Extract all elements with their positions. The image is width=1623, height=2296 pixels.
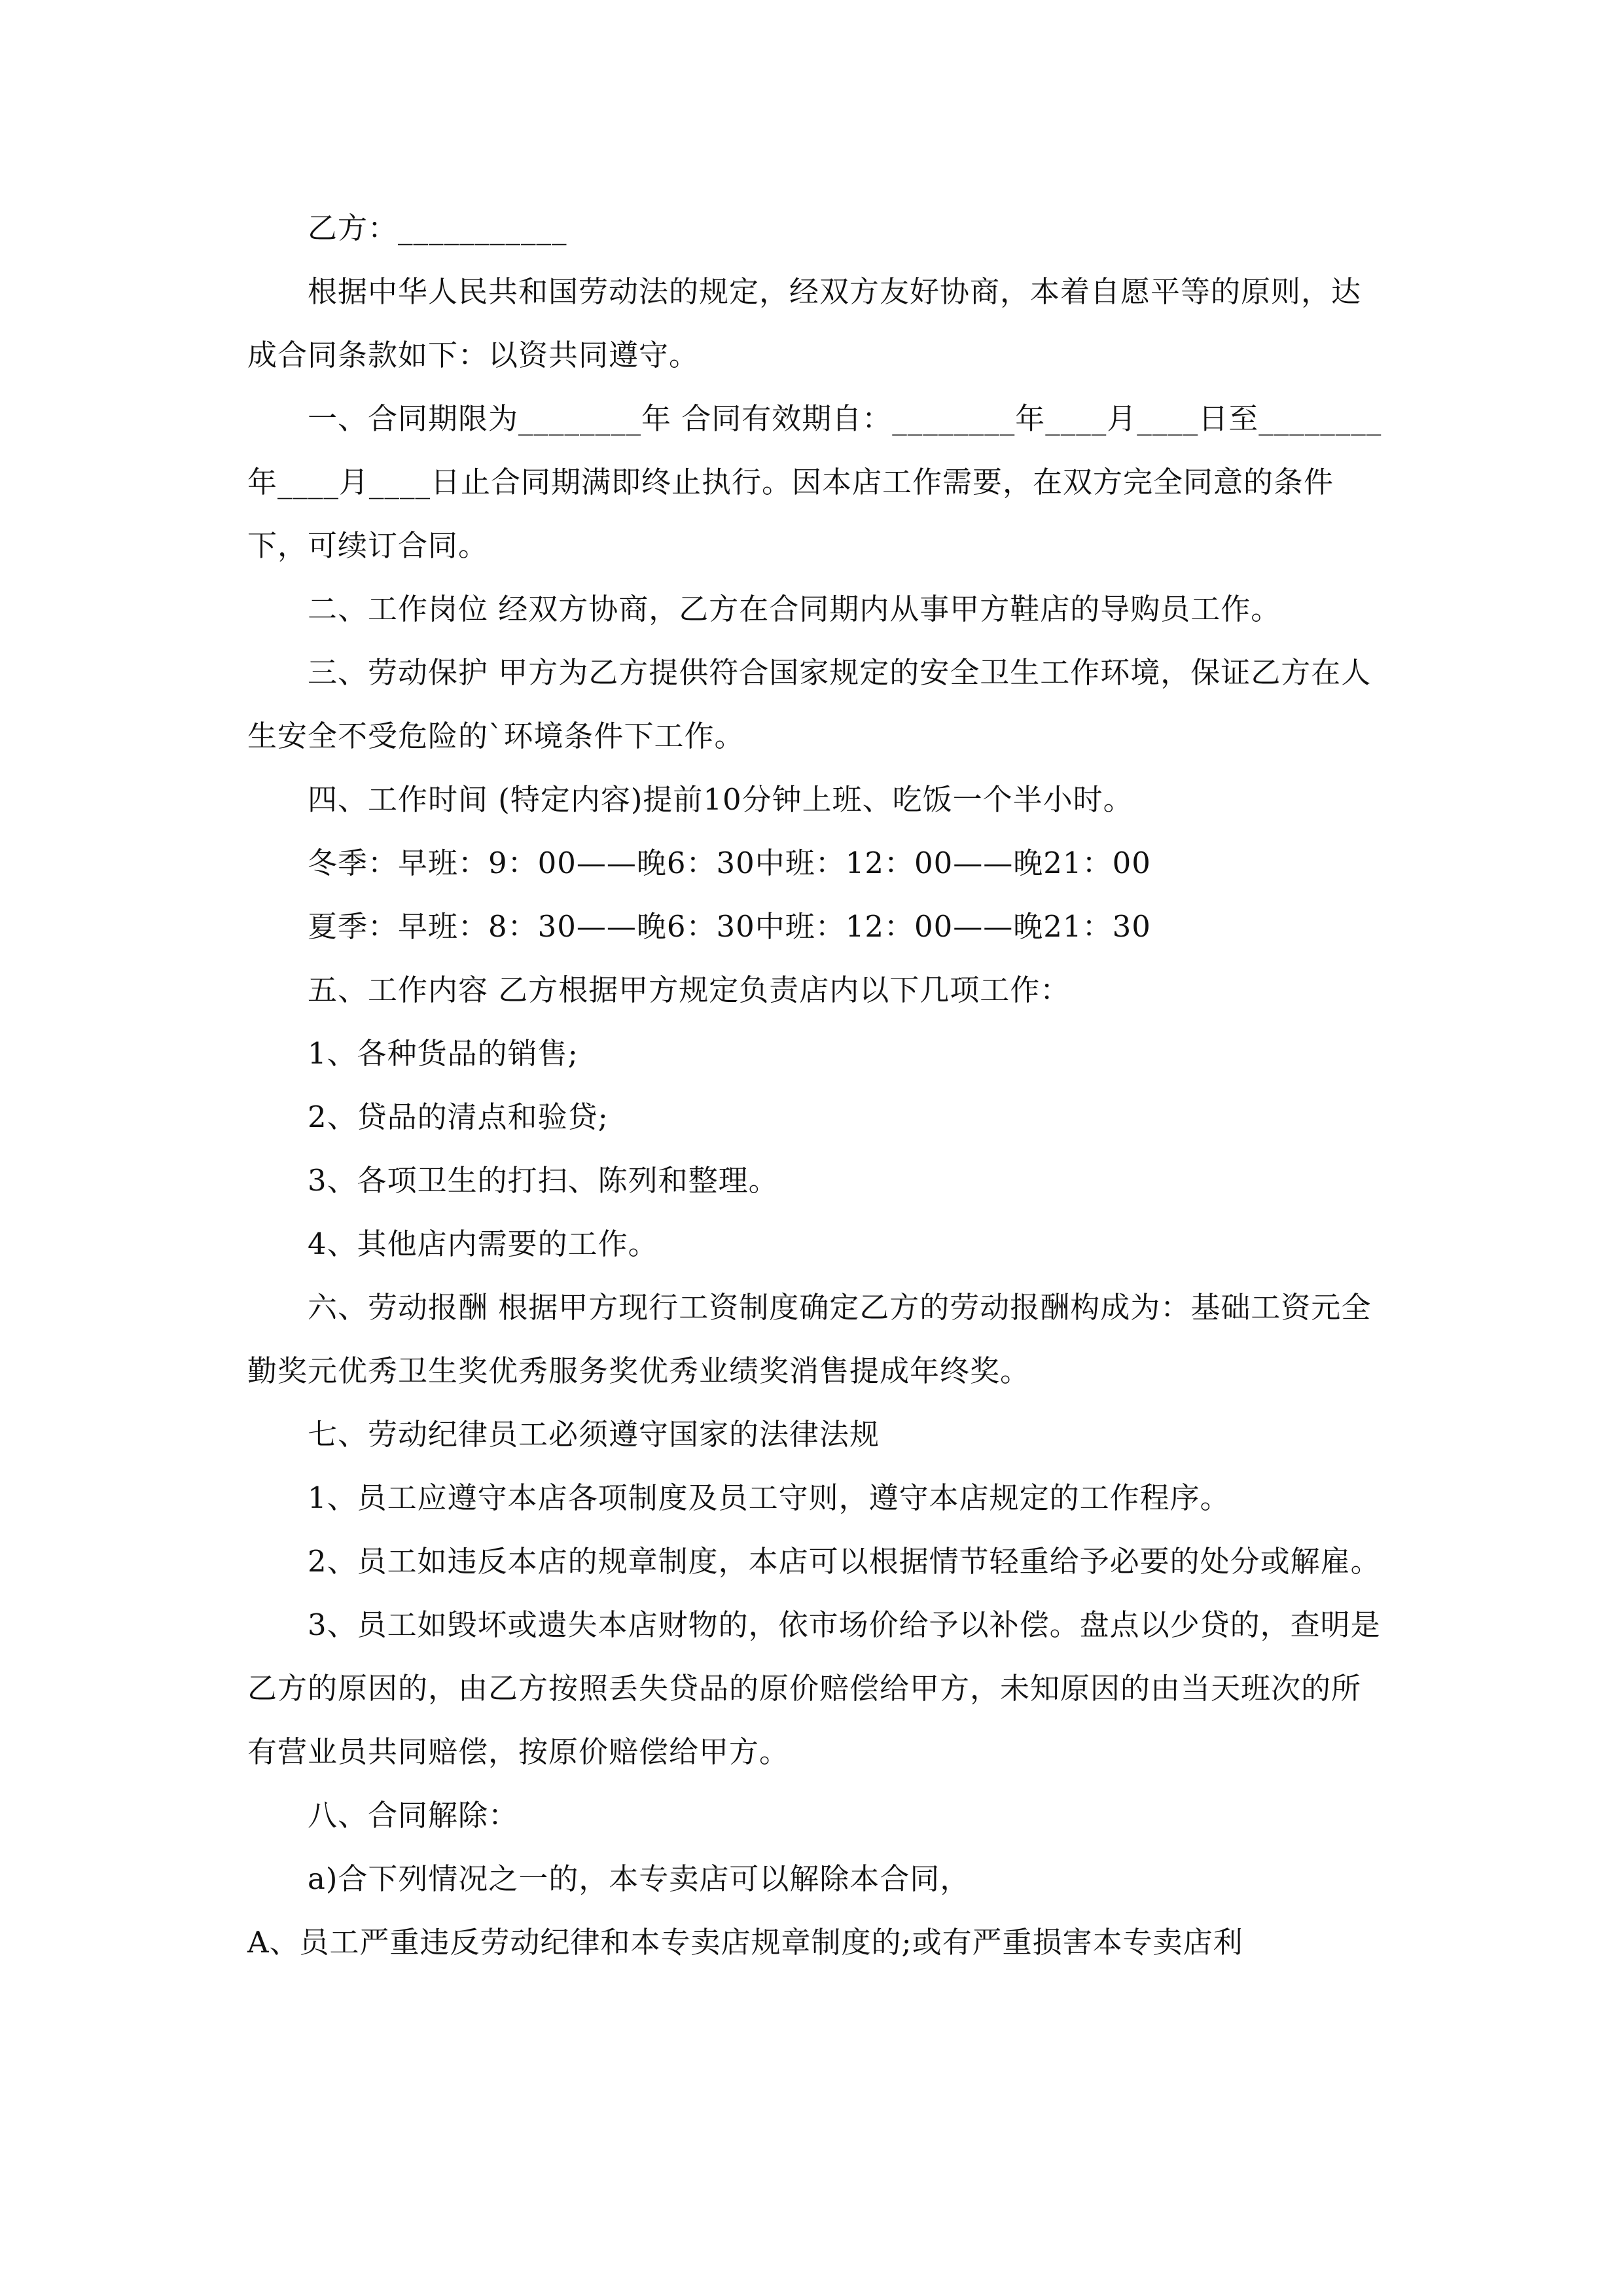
clause-7-discipline: 七、劳动纪律员工必须遵守国家的法律法规 (308, 1417, 880, 1452)
discipline-item-1: 1、员工应遵守本店各项制度及员工守则，遵守本店规定的工作程序。 (308, 1480, 1230, 1515)
party-b-line: 乙方：___________ (308, 211, 567, 245)
discipline-item-2: 2、员工如违反本店的规章制度，本店可以根据情节轻重给予必要的处分或解雇。 (308, 1544, 1381, 1579)
duty-item-2: 2、贷品的清点和验贷; (308, 1100, 609, 1134)
preamble-paragraph: 根据中华人民共和国劳动法的规定，经双方友好协商，本着自愿平等的原则，达成合同条款如下：以资共同遵守。 (247, 274, 1362, 372)
discipline-item-3: 3、员工如毁坏或遗失本店财物的，依市场价给予以补偿。盘点以少贷的，查明是乙方的原因的，由乙方按照丢失贷品的原价赔偿给甲方，未知原因的由当天班次的所有营业员共同赔偿，按原价赔偿给甲方。 (247, 1607, 1381, 1769)
clause-2-position: 二、工作岗位 经双方协商，乙方在合同期内从事甲方鞋店的导购员工作。 (308, 592, 1281, 626)
duty-item-4: 4、其他店内需要的工作。 (308, 1227, 658, 1261)
clause-1-term: 一、合同期限为________年 合同有效期自：________年____月____日至________年____月____日止合同期满即终止执行。因本店工作需要，在双方完全同意的条件下，可续订合同。 (247, 401, 1382, 563)
duty-item-1: 1、各种货品的销售; (308, 1036, 579, 1071)
duty-item-3: 3、各项卫生的打扫、陈列和整理。 (308, 1163, 779, 1198)
clause-6-pay: 六、劳动报酬 根据甲方现行工资制度确定乙方的劳动报酬构成为：基础工资元全勤奖元优秀卫生奖优秀服务奖优秀业绩奖消售提成年终奖。 (247, 1290, 1372, 1388)
termination-item-a: a)合下列情况之一的，本专卖店可以解除本合同， (308, 1861, 971, 1896)
clause-5-content: 五、工作内容 乙方根据甲方规定负责店内以下几项工作： (308, 973, 1071, 1007)
winter-schedule: 冬季：早班：9：00——晚6：30中班：12：00——晚21：00 (308, 846, 1151, 880)
termination-item-a-1: A、员工严重违反劳动纪律和本专卖店规章制度的;或有严重损害本专卖店利 (247, 1925, 1243, 1960)
clause-8-termination: 八、合同解除： (308, 1798, 519, 1833)
document-body (247, 196, 1383, 1974)
clause-4-hours: 四、工作时间 (特定内容)提前10分钟上班、吃饭一个半小时。 (308, 782, 1133, 817)
summer-schedule: 夏季：早班：8：30——晚6：30中班：12：00——晚21：30 (308, 909, 1151, 944)
clause-3-protection: 三、劳动保护 甲方为乙方提供符合国家规定的安全卫生工作环境，保证乙方在人生安全不受危险的`环境条件下工作。 (247, 655, 1372, 753)
